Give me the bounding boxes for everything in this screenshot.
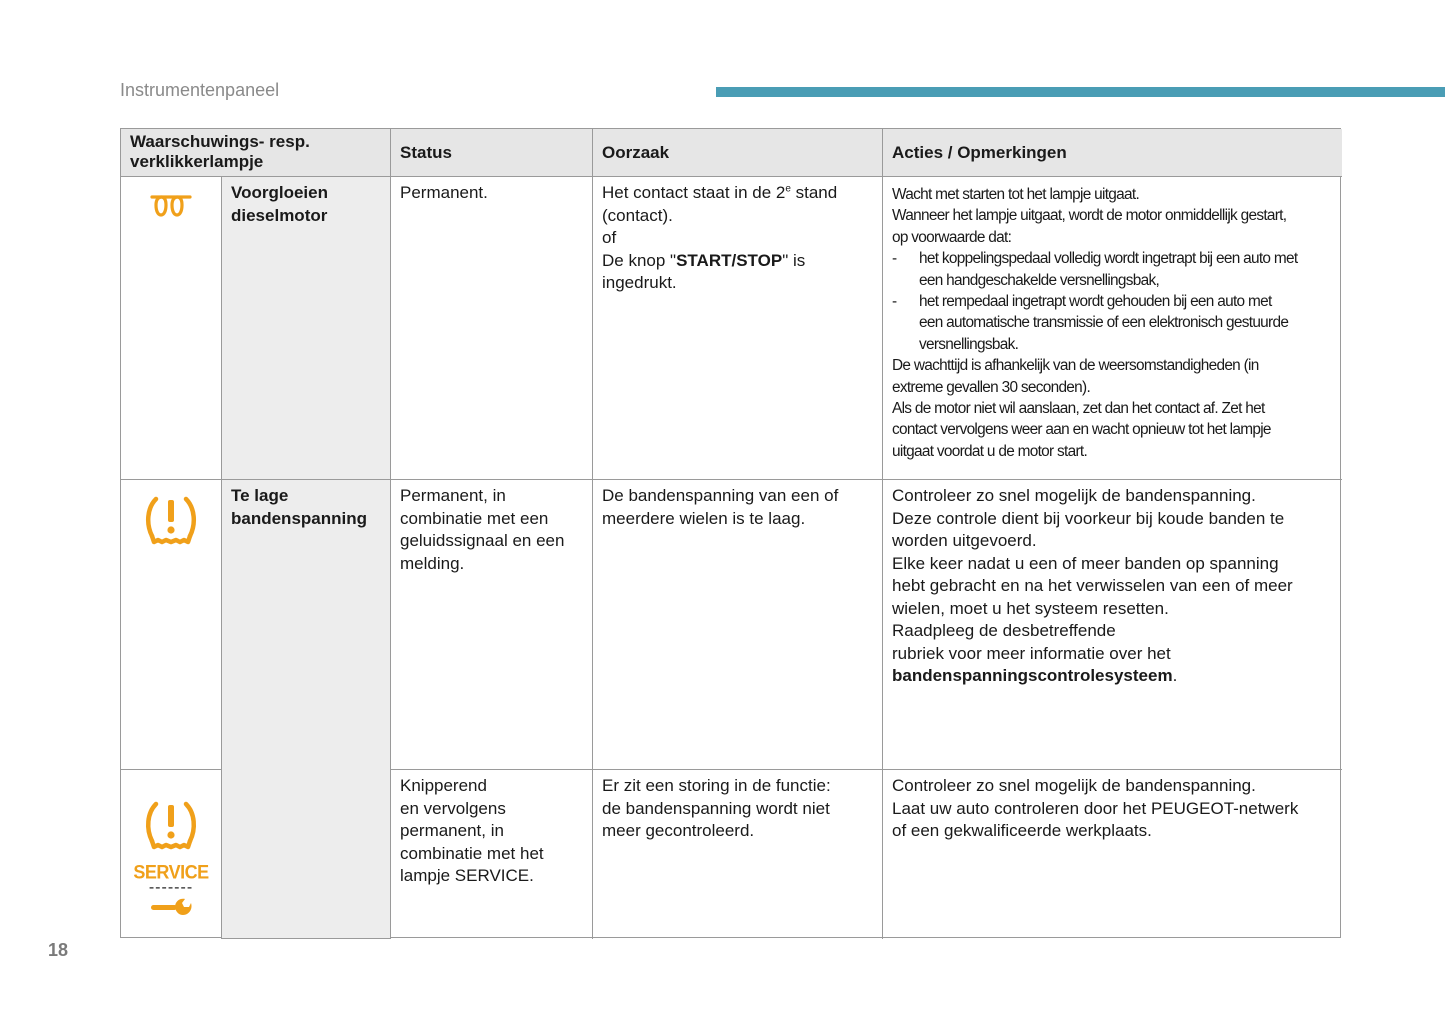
wrench-icon [149, 897, 193, 917]
row1-cause: Het contact staat in de 2e stand (contact). of De knop "START/STOP" is ingedrukt. [593, 177, 883, 480]
service-separator: ------- [148, 879, 194, 897]
service-lamp-label: SERVICE [133, 860, 209, 883]
row1-icon-cell [121, 177, 222, 480]
row3-actions: Controleer zo snel mogelijk de bandenspanning. Laat uw auto controleren door het PEUGEOT-netwerk of een gekwalificeerde werkplaats. [892, 776, 1299, 840]
row2-lamp-name: Te lage bandenspanning [222, 480, 391, 939]
header-cause: Oorzaak [593, 129, 883, 177]
row2-cause: De bandenspanning van een of meerdere wielen is te laag. [593, 480, 883, 770]
section-accent-bar [716, 87, 1445, 97]
row3-icon-cell [121, 770, 222, 939]
glow-plug-icon [150, 191, 192, 219]
tyre-pressure-warning-icon [142, 494, 200, 550]
bullet-item: - het rempedaal ingetrapt wordt gehouden bij een auto met een automatische transmissie of een elektronisch gestuurde versnellingsbak. [892, 293, 1289, 353]
header-lamp: Waarschuwings- resp. verklikkerlampje [121, 129, 391, 177]
header-actions: Acties / Opmerkingen [883, 129, 1342, 177]
header-status: Status [391, 129, 593, 177]
row2-icon-cell [121, 480, 222, 770]
row1-lamp-name: Voorgloeien dieselmotor [222, 177, 391, 480]
tyre-pressure-warning-icon [142, 799, 200, 855]
page-number: 18 [48, 940, 69, 960]
warning-lamps-table [120, 128, 1341, 938]
row1-actions: Wacht met starten tot het lampje uitgaat. Wanneer het lampje uitgaat, wordt de motor onmiddellijk gestart, op voorwaarde dat: - het koppelingspedaal volledig wordt ingetrapt bij een auto met een handgeschakelde versnellingsbak, - het rempedaal ingetrapt wordt gehouden bij een auto met een automatische transmissie of een elektronisch gestuurde versnellingsbak. De wachttijd is afhankelijk van de weersomstandigheden (in extreme gevallen 30 seconden). Als de motor niet wil aanslaan, zet dan het contact af. Zet het contact vervolgens weer aan en wacht opnieuw tot het lampje uitgaat voordat u de motor start. [883, 177, 1342, 480]
section-title: Instrumentenpaneel [120, 80, 280, 100]
row3-status: Knipperend en vervolgens permanent, in combinatie met het lampje SERVICE. [391, 770, 593, 939]
row2-status: Permanent, in combinatie met een geluidssignaal en een melding. [391, 480, 593, 770]
row2-actions: Controleer zo snel mogelijk de bandenspanning. Deze controle dient bij voorkeur bij koude banden te worden uitgevoerd. Elke keer nadat u een of meer banden op spanning hebt gebracht en na het verwisselen van een of meer wielen, moet u het systeem resetten. Raadpleeg de desbetreffende rubriek voor meer informatie over het bandenspanningscontrolesysteem. [883, 480, 1342, 770]
row3-cause: Er zit een storing in de functie: de bandenspanning wordt niet meer gecontroleerd. [593, 770, 883, 939]
bullet-item: - het koppelingspedaal volledig wordt ingetrapt bij een auto met een handgeschakelde versnellingsbak, [892, 250, 1298, 289]
row1-status: Permanent. [391, 177, 593, 480]
